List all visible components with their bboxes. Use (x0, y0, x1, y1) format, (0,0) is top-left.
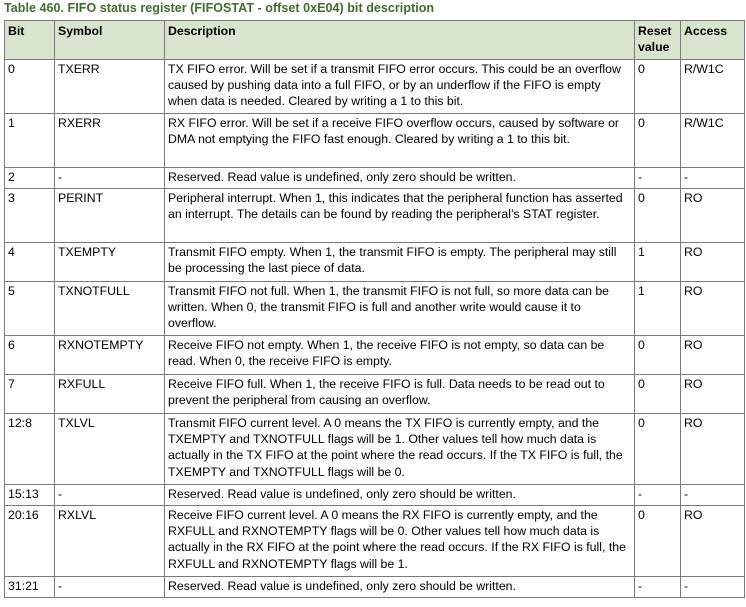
header-bit: Bit (5, 21, 55, 60)
header-reset-value: Reset value (635, 21, 681, 60)
cell-access: RO (681, 336, 745, 375)
cell-symbol: - (55, 577, 165, 598)
cell-bit: 4 (5, 243, 55, 282)
cell-description: Receive FIFO full. When 1, the receive FIFO is full. Data needs to be read out to prevent the peripheral from causing an overflow. (165, 375, 635, 414)
cell-reset: 1 (635, 282, 681, 336)
cell-access: RO (681, 243, 745, 282)
cell-access: - (681, 485, 745, 506)
cell-description: Reserved. Read value is undefined, only zero should be written. (165, 168, 635, 189)
cell-description: Peripheral interrupt. When 1, this indicates that the peripheral function has asserted an interrupt. The details can be found by reading the peripheral’s STAT register. (165, 189, 635, 243)
table-row (5, 114, 745, 168)
table-row (5, 414, 745, 485)
cell-reset: 0 (635, 506, 681, 577)
cell-symbol: TXEMPTY (55, 243, 165, 282)
cell-reset: - (635, 168, 681, 189)
cell-description: Reserved. Read value is undefined, only zero should be written. (165, 485, 635, 506)
cell-bit: 20:16 (5, 506, 55, 577)
cell-reset: 0 (635, 60, 681, 114)
cell-access: - (681, 577, 745, 598)
header-symbol: Symbol (55, 21, 165, 60)
cell-bit: 15:13 (5, 485, 55, 506)
cell-bit: 2 (5, 168, 55, 189)
table-row (5, 168, 745, 189)
cell-bit: 1 (5, 114, 55, 168)
cell-symbol: - (55, 168, 165, 189)
cell-symbol: RXERR (55, 114, 165, 168)
table-row (5, 60, 745, 114)
cell-access: RO (681, 282, 745, 336)
cell-bit: 7 (5, 375, 55, 414)
cell-symbol: - (55, 485, 165, 506)
table-row (5, 485, 745, 506)
table-caption: Table 460. FIFO status register (FIFOSTAT - offset 0xE04) bit description (4, 1, 435, 15)
cell-description: Transmit FIFO not full. When 1, the transmit FIFO is not full, so more data can be written. When 0, the transmit FIFO is full and another write would cause it to overflow. (165, 282, 635, 336)
cell-reset: 0 (635, 336, 681, 375)
cell-reset: 0 (635, 114, 681, 168)
cell-description: Receive FIFO not empty. When 1, the receive FIFO is not empty, so data can be read. When 0, the receive FIFO is empty. (165, 336, 635, 375)
cell-reset: 0 (635, 189, 681, 243)
table-row (5, 243, 745, 282)
cell-bit: 0 (5, 60, 55, 114)
cell-symbol: PERINT (55, 189, 165, 243)
cell-bit: 5 (5, 282, 55, 336)
cell-description: Reserved. Read value is undefined, only zero should be written. (165, 577, 635, 598)
header-description: Description (165, 21, 635, 60)
cell-symbol: RXLVL (55, 506, 165, 577)
cell-symbol: TXNOTFULL (55, 282, 165, 336)
cell-description: Transmit FIFO current level. A 0 means the TX FIFO is currently empty, and the TXEMPTY and TXNOTFULL flags will be 1. Other values tell how much data is actually in the TX FIFO at the point where the read occurs. If the TX FIFO is full, the TXEMPTY and TXNOTFULL flags will be 0. (165, 414, 635, 485)
table-row (5, 282, 745, 336)
cell-bit: 31:21 (5, 577, 55, 598)
cell-description: Transmit FIFO empty. When 1, the transmit FIFO is empty. The peripheral may still be processing the last piece of data. (165, 243, 635, 282)
cell-reset: 1 (635, 243, 681, 282)
table-row (5, 189, 745, 243)
cell-description: RX FIFO error. Will be set if a receive FIFO overflow occurs, caused by software or DMA not emptying the FIFO fast enough. Cleared by writing a 1 to this bit. (165, 114, 635, 168)
cell-access: R/W1C (681, 114, 745, 168)
table-row (5, 336, 745, 375)
cell-access: RO (681, 189, 745, 243)
cell-description: TX FIFO error. Will be set if a transmit FIFO error occurs. This could be an overflow caused by pushing data into a full FIFO, or by an underflow if the FIFO is empty when data is needed. Cleared by writing a 1 to this bit. (165, 60, 635, 114)
cell-bit: 3 (5, 189, 55, 243)
cell-reset: 0 (635, 375, 681, 414)
cell-reset: - (635, 577, 681, 598)
header-access: Access (681, 21, 745, 60)
cell-access: - (681, 168, 745, 189)
cell-symbol: RXNOTEMPTY (55, 336, 165, 375)
cell-reset: 0 (635, 414, 681, 485)
cell-access: RO (681, 506, 745, 577)
cell-bit: 12:8 (5, 414, 55, 485)
cell-symbol: TXERR (55, 60, 165, 114)
cell-symbol: TXLVL (55, 414, 165, 485)
cell-symbol: RXFULL (55, 375, 165, 414)
table-row (5, 506, 745, 577)
register-table (4, 20, 745, 598)
cell-access: RO (681, 375, 745, 414)
cell-access: RO (681, 414, 745, 485)
table-row (5, 577, 745, 598)
cell-description: Receive FIFO current level. A 0 means the RX FIFO is currently empty, and the RXFULL and RXNOTEMPTY flags will be 0. Other values tell how much data is actually in the RX FIFO at the point where the read occurs. If the RX FIFO is full, the RXFULL and RXNOTEMPTY flags will be 1. (165, 506, 635, 577)
table-row (5, 375, 745, 414)
table-header-row (5, 21, 745, 60)
cell-reset: - (635, 485, 681, 506)
cell-access: R/W1C (681, 60, 745, 114)
cell-bit: 6 (5, 336, 55, 375)
